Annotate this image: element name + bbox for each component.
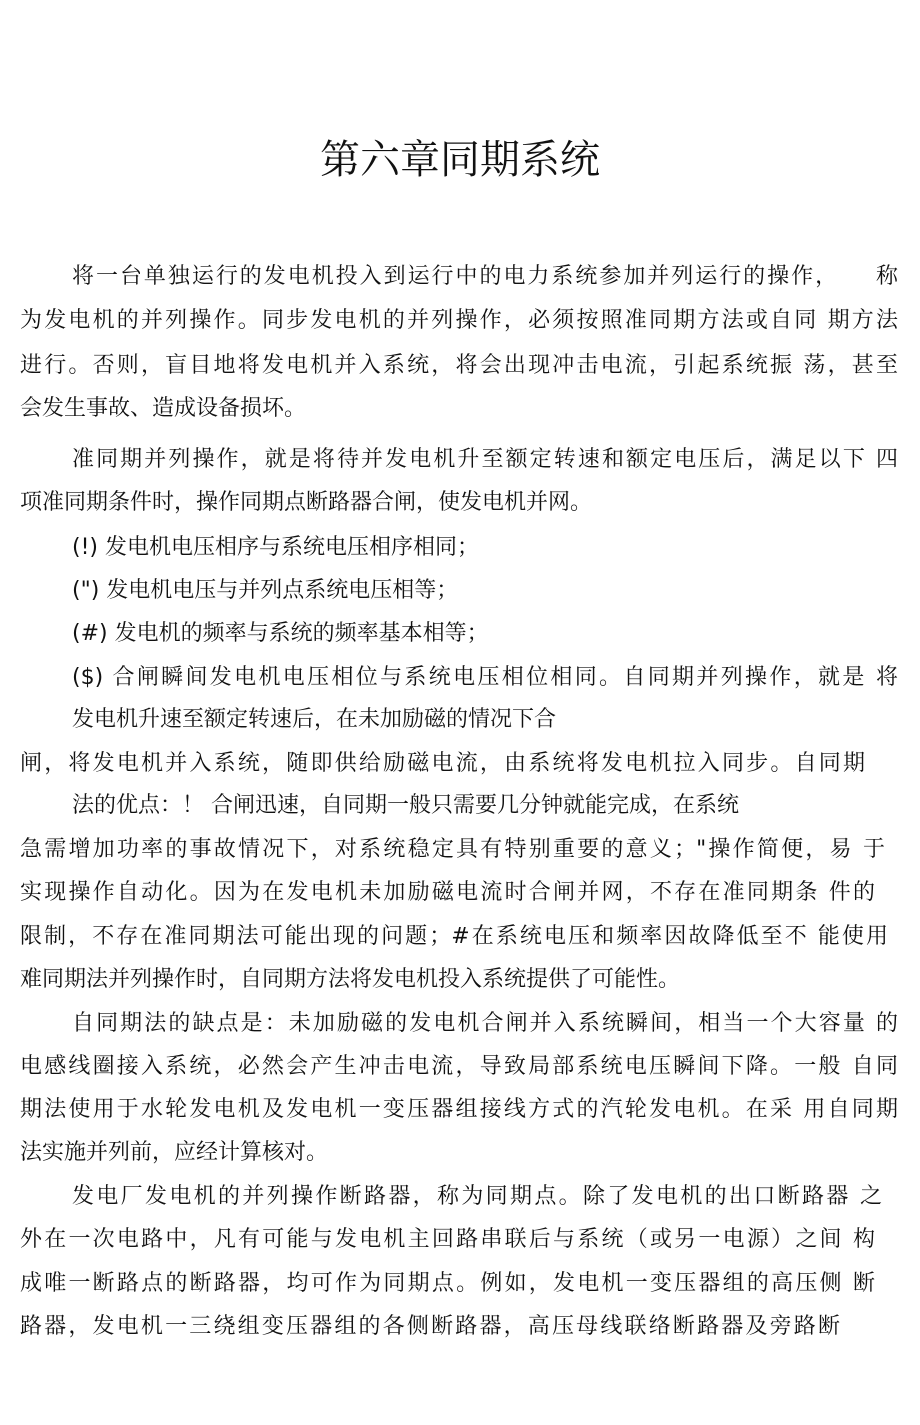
text-line: 急需增加功率的事故情况下，对系统稳定具有特别重要的意义；"操作简便，易 于 xyxy=(20,837,885,862)
text-line: 法实施并列前，应经计算核对。 xyxy=(20,1140,329,1165)
list-item: ($) 合闸瞬间发电机电压相位与系统电压相位相同。自同期并列操作，就是 将 xyxy=(72,665,898,690)
list-item: (") 发电机电压与并列点系统电压相等； xyxy=(72,578,459,603)
text-line: 电感线圈接入系统，必然会产生冲击电流，导致局部系统电压瞬间下降。一般 自同 xyxy=(20,1054,898,1079)
text-line: 为发电机的并列操作。同步发电机的并列操作，必须按照准同期方法或自同 期方法 xyxy=(20,308,898,333)
text-line: 实现操作自动化。因为在发电机未加励磁电流时合闸并网，不存在准同期条 件的 xyxy=(20,880,875,905)
text-line: 法的优点：！ 合闸迅速，自同期一般只需要几分钟就能完成，在系统 xyxy=(72,793,739,818)
text-line: 准同期并列操作，就是将待并发电机升至额定转速和额定电压后，满足以下 四 xyxy=(72,447,898,472)
text-line: 期法使用于水轮发电机及发电机一变压器组接线方式的汽轮发电机。在采 用自同期 xyxy=(20,1097,898,1122)
text-line: 闸，将发电机并入系统，随即供给励磁电流，由系统将发电机拉入同步。自同期 xyxy=(20,751,865,776)
text-line: 发电厂发电机的并列操作断路器，称为同期点。除了发电机的出口断路器 之 xyxy=(72,1184,882,1209)
text-line: 发电机升速至额定转速后，在未加励磁的情况下合 xyxy=(72,707,557,732)
text-line: 成唯一断路点的断路器，均可作为同期点。例如，发电机一变压器组的高压侧 断 xyxy=(20,1271,875,1296)
text-line: 项准同期条件时，操作同期点断路器合闸，使发电机并网。 xyxy=(20,490,593,515)
text-line: 路器，发电机一三绕组变压器组的各侧断路器，高压母线联络断路器及旁路断 xyxy=(20,1314,840,1339)
text-line: 限制，不存在准同期法可能出现的问题；#在系统电压和频率因故降低至不 能使用 xyxy=(20,924,888,949)
text-line: 会发生事故、造成设备损坏。 xyxy=(20,396,307,421)
text-line: 外在一次电路中，凡有可能与发电机主回路串联后与系统（或另一电源）之间 构 xyxy=(20,1227,875,1252)
text-line: 进行。否则，盲目地将发电机并入系统，将会出现冲击电流，引起系统振 荡，甚至 xyxy=(20,353,898,378)
list-item: (!) 发电机电压相序与系统电压相序相同； xyxy=(72,535,479,560)
text-line: 难同期法并列操作时，自同期方法将发电机投入系统提供了可能性。 xyxy=(20,967,681,992)
page-title: 第六章同期系统 xyxy=(320,137,600,183)
list-item: (#) 发电机的频率与系统的频率基本相等； xyxy=(72,621,489,646)
text-line: 将一台单独运行的发电机投入到运行中的电力系统参加并列运行的操作， 称 xyxy=(72,264,898,289)
text-line: 自同期法的缺点是：未加励磁的发电机合闸并入系统瞬间，相当一个大容量 的 xyxy=(72,1011,898,1036)
